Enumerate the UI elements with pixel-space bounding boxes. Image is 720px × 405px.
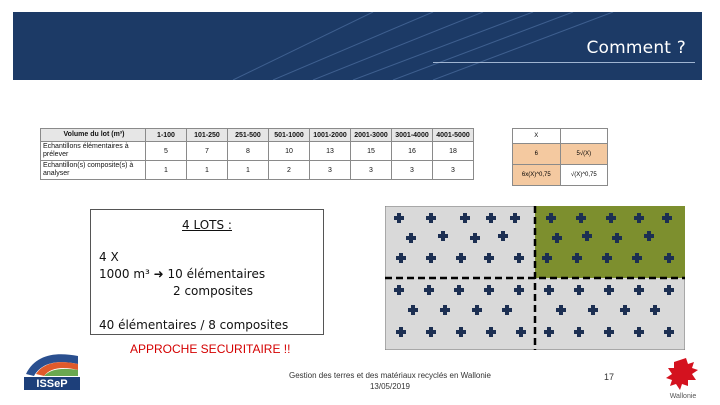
wallonie-logo	[658, 356, 708, 400]
lots-volume-line: 1000 m³ ➜ 10 élémentaires	[99, 267, 266, 281]
table-cell: 3	[351, 161, 392, 180]
header-banner	[13, 12, 702, 80]
table-cell: 3	[433, 161, 474, 180]
formula-cell: X	[513, 129, 561, 144]
page-title: Comment ?	[586, 38, 686, 58]
lots-grid	[385, 206, 685, 350]
table-cell: 13	[310, 142, 351, 161]
table-row	[41, 161, 474, 180]
formula-cell: 6	[513, 144, 561, 165]
footer-title: Gestion des terres et des matériaux recyclés en Wallonie	[288, 371, 491, 380]
lots-total-line: 40 élémentaires / 8 composites	[99, 318, 289, 332]
table-col-header: 4001-5000	[433, 129, 474, 142]
lots-composites-line: 2 composites	[173, 284, 253, 298]
lots-box	[90, 209, 324, 335]
svg-text:ISSeP: ISSeP	[36, 378, 68, 390]
table-cell: 15	[351, 142, 392, 161]
table-header-label: Volume du lot (m³)	[41, 129, 146, 142]
table-cell: 8	[228, 142, 269, 161]
formula-cell: √(X)^0,75	[560, 165, 607, 186]
table-cell: 16	[392, 142, 433, 161]
warning-text: APPROCHE SECURITAIRE !!	[130, 342, 291, 356]
table-cell: 1	[146, 161, 187, 180]
footer	[270, 370, 510, 392]
lots-title: 4 LOTS :	[182, 218, 232, 232]
table-cell: 3	[310, 161, 351, 180]
table-col-header: 1-100	[146, 129, 187, 142]
formula-cell: 6x(X)^0,75	[513, 165, 561, 186]
row-label: Echantillon(s) composite(s) à analyser	[41, 161, 146, 180]
table-col-header: 1001-2000	[310, 129, 351, 142]
table-cell: 3	[392, 161, 433, 180]
formula-cell	[560, 129, 607, 144]
formula-cell: 5√(X)	[560, 144, 607, 165]
table-cell: 1	[228, 161, 269, 180]
table-col-header: 3001-4000	[392, 129, 433, 142]
table-col-header: 501-1000	[269, 129, 310, 142]
svg-text:Wallonie: Wallonie	[669, 393, 697, 400]
table-col-header: 251-500	[228, 129, 269, 142]
table-cell: 10	[269, 142, 310, 161]
table-row	[41, 142, 474, 161]
issep-logo	[22, 350, 82, 392]
table-col-header: 101-250	[187, 129, 228, 142]
footer-date: 13/05/2019	[369, 382, 411, 391]
table-cell: 7	[187, 142, 228, 161]
lots-grid-svg	[385, 206, 685, 350]
table-cell: 2	[269, 161, 310, 180]
table-cell: 18	[433, 142, 474, 161]
row-label: Echantillons élémentaires à prélever	[41, 142, 146, 161]
volume-table-image	[40, 128, 608, 185]
formula-table	[512, 128, 608, 186]
lots-multiplier: 4 X	[99, 250, 119, 264]
table-col-header: 2001-3000	[351, 129, 392, 142]
table-cell: 1	[187, 161, 228, 180]
table-cell: 5	[146, 142, 187, 161]
volume-table	[40, 128, 474, 180]
title-underline	[433, 62, 695, 63]
page-number: 17	[604, 372, 615, 382]
